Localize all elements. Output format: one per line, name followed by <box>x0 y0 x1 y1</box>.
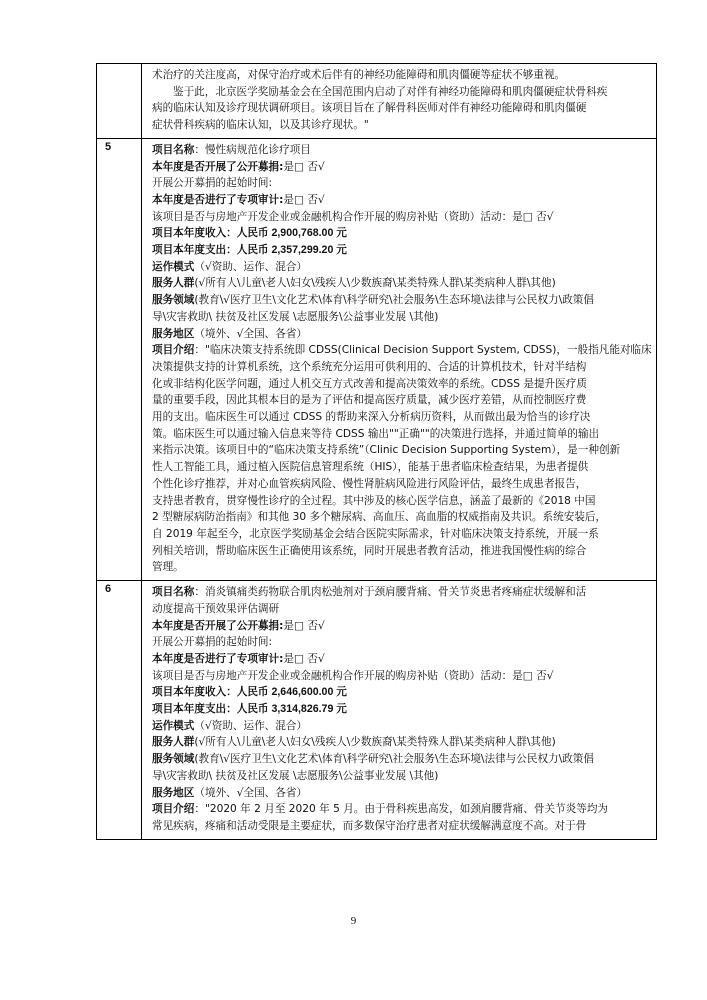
field-label: 项目名称 <box>152 586 195 599</box>
text-line: 决策提供支持的计算机系统，这个系统充分运用可供利用的、合适的计算机技术，针对半结构 <box>152 360 587 373</box>
text-line: 开展公开募捐的起始时间: <box>152 636 273 649</box>
text-line: 量的重要手段，因此其根本目的是为了评估和提高医疗质量，减少医疗差错，从而控制医疗费 <box>152 394 587 407</box>
field-label: 服务人群 <box>152 277 195 290</box>
text-line: 2 型糖尿病防治指南》和其他 30 多个糖尿病、高血压、高血脂的权威指南及共识。系统安装后， <box>152 511 607 524</box>
text-line: 该项目是否与房地产开发企业或金融机构合作开展的购房补贴（资助）活动：是□ 否√ <box>152 210 554 223</box>
field-value: （境外、√全国、各省） <box>194 327 308 340</box>
field-value: 是□ 否√ <box>283 652 325 665</box>
field-label: 服务地区 <box>152 327 195 340</box>
field-value: 是□ 否√ <box>283 160 325 173</box>
text-line: 动度提高干预效果评估调研 <box>152 602 280 615</box>
text-line: 管理。 <box>152 561 184 574</box>
field-label: 服务地区 <box>152 786 195 799</box>
text-line: 策。临床医生可以通过输入信息来等待 CDSS 输出""正确""的决策进行选择，并通过简单的输出 <box>152 427 600 440</box>
text-line: 常见疾病，疼痛和活动受限是主要症状，而多数保守治疗患者对症状缓解满意度不高。对于骨 <box>152 819 587 832</box>
field-value: （√资助、运作、混合） <box>194 719 308 732</box>
field-label: 服务领域 <box>152 294 195 307</box>
field-value: (√所有人\儿童\老人\妇女\残疾人\少数族裔\某类特殊人群\某类病种人群\其他) <box>194 736 556 749</box>
text-line: 自 2019 年起至今，北京医学奖励基金会结合医院实际需求，针对临床决策支持系统，开展一系 <box>152 527 599 540</box>
expense-value: 人民币 2,357,299.20 元 <box>236 244 347 257</box>
income-value: 人民币 2,900,768.00 元 <box>236 227 347 240</box>
project-content-cell <box>142 64 657 139</box>
project-content-cell <box>142 581 657 840</box>
text-line: 化或非结构化医学问题，通过人机交互方式改善和提高决策效率的系统。CDSS 是提升医疗质 <box>152 377 587 390</box>
project-name: ：消炎镇痛类药物联合肌肉松弛剂对于颈肩腰背痛、骨关节炎患者疼痛症状缓解和活 <box>194 586 587 599</box>
field-label: 项目介绍 <box>152 803 195 816</box>
row-number-cell <box>97 64 142 139</box>
field-label: 本年度是否开展了公开募捐: <box>152 160 284 173</box>
project-table <box>96 63 657 840</box>
field-value: 是□ 否√ <box>283 193 325 206</box>
field-label: 运作模式 <box>152 260 195 273</box>
text-line: 性人工智能工具，通过植入医院信息管理系统（HIS），能基于患者临床检查结果，为患者提供 <box>152 461 589 474</box>
field-label: 项目名称 <box>152 143 195 156</box>
text-line: 导\灾害救助\ 扶贫及社区发展 \志愿服务\公益事业发展 \其他) <box>152 769 439 782</box>
text-line: 术治疗的关注度高，对保守治疗或术后伴有的神经功能障碍和肌肉僵硬等症状不够重视。 <box>152 69 566 81</box>
row-number-cell: 5 <box>97 138 142 580</box>
intro-text: ："2020 年 2 月至 2020 年 5 月。由于骨科疾患高发，如颈肩腰背痛、骨关节炎等均为 <box>194 803 609 816</box>
field-value: （境外、√全国、各省） <box>194 786 308 799</box>
intro-text: ："临床决策支持系统即 CDSS(Clinical Decision Support System, CDSS)，一般指凡能对临床 <box>194 344 652 357</box>
table-row <box>97 581 657 840</box>
text-line: 导\灾害救助\ 扶贫及社区发展 \志愿服务\公益事业发展 \其他) <box>152 310 439 323</box>
field-label: 本年度是否开展了公开募捐: <box>152 619 284 632</box>
expense-value: 人民币 3,314,826.79 元 <box>236 703 347 716</box>
table-row <box>97 138 657 580</box>
text-line: 支持患者教育，贯穿慢性诊疗的全过程。其中涉及的核心医学信息，涵盖了最新的《2018 中国 <box>152 494 596 507</box>
text-line: 开展公开募捐的起始时间: <box>152 177 273 190</box>
text-line: 用的支出。临床医生可以通过 CDSS 的帮助来深入分析病历资料，从而做出最为恰当的诊疗决 <box>152 411 591 424</box>
field-value: 是□ 否√ <box>283 619 325 632</box>
text-line: 鉴于此，北京医学奖励基金会在全国范围内启动了对伴有神经功能障碍和肌肉僵硬症状骨科疾 <box>173 85 608 98</box>
text-line: 来指示决策。该项目中的“临床决策支持系统”（Clinic Decision Supporting System），是一种创新 <box>152 444 621 457</box>
page-number: 9 <box>350 915 357 927</box>
field-value: (教育\√医疗卫生\文化艺术\体育\科学研究\社会服务\生态环境\法律与公民权力\政策倡 <box>194 753 594 766</box>
field-label: 项目介绍 <box>152 344 195 357</box>
field-value: （√资助、运作、混合） <box>194 260 308 273</box>
field-label: 项目本年度收入： <box>152 227 237 240</box>
field-label: 本年度是否进行了专项审计: <box>152 652 284 665</box>
text-line: 该项目是否与房地产开发企业或金融机构合作开展的购房补贴（资助）活动：是□ 否√ <box>152 669 554 682</box>
income-value: 人民币 2,646,600.00 元 <box>236 686 347 699</box>
text-line: 列相关培训，帮助临床医生正确使用该系统，同时开展患者教育活动，推进我国慢性病的综合 <box>152 544 587 557</box>
row-number-cell: 6 <box>97 581 142 840</box>
field-label: 项目本年度支出： <box>152 244 237 257</box>
field-label: 服务领域 <box>152 753 195 766</box>
text-line: 病的临床认知及诊疗现状调研项目。该项目旨在了解骨科医师对伴有神经功能障碍和肌肉僵硬 <box>152 102 587 115</box>
text-line: 个性化诊疗推荐，并对心血管疾病风险、慢性肾脏病风险进行风险评估，最终生成患者报告， <box>152 477 587 490</box>
table-row <box>97 64 657 139</box>
field-value: (教育\√医疗卫生\文化艺术\体育\科学研究\社会服务\生态环境\法律与公民权力\政策倡 <box>194 294 594 307</box>
field-label: 服务人群 <box>152 736 195 749</box>
field-label: 本年度是否进行了专项审计: <box>152 193 284 206</box>
field-label: 项目本年度支出： <box>152 703 237 716</box>
text-line: 症状骨科疾病的临床认知，以及其诊疗现状。" <box>152 119 369 132</box>
field-label: 项目本年度收入： <box>152 686 237 699</box>
project-name: ：慢性病规范化诊疗项目 <box>194 143 311 156</box>
project-content-cell <box>142 138 657 580</box>
field-label: 运作模式 <box>152 719 195 732</box>
field-value: (√所有人\儿童\老人\妇女\残疾人\少数族裔\某类特殊人群\某类病种人群\其他) <box>194 277 556 290</box>
